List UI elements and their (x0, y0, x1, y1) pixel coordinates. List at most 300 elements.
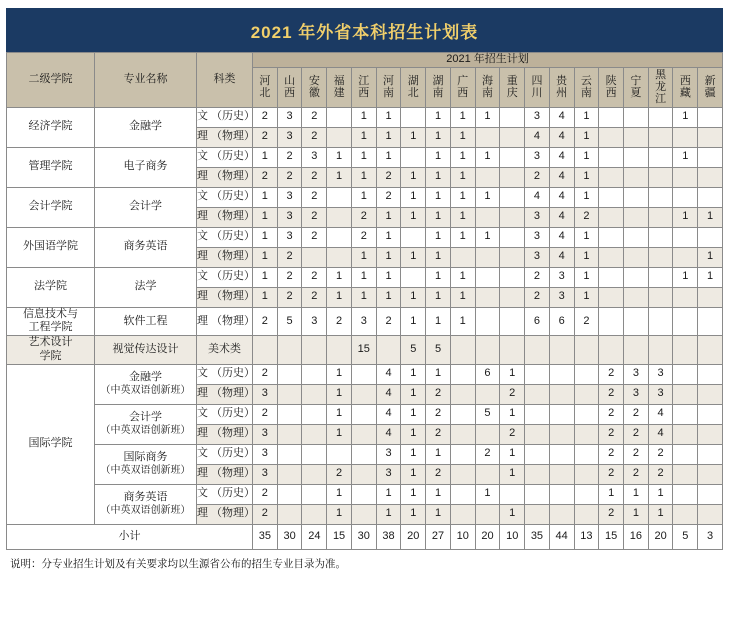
province-label: 河北 (259, 74, 271, 100)
cell-plan-14 (599, 227, 624, 247)
cell-major: 国际商务 （中英双语创新班） (95, 444, 197, 484)
cell-college: 会计学院 (7, 187, 95, 227)
cell-plan-16 (648, 227, 673, 247)
cell-plan-5: 2 (376, 187, 401, 207)
cell-major: 会计学 (95, 187, 197, 227)
table-row (7, 147, 723, 167)
cell-plan-12 (549, 484, 574, 504)
cell-plan-5: 1 (376, 484, 401, 504)
cell-plan-6 (401, 267, 426, 287)
cell-plan-2 (302, 247, 327, 267)
cell-plan-7: 1 (426, 287, 451, 307)
cell-plan-4: 1 (351, 167, 376, 187)
cell-plan-4 (351, 464, 376, 484)
cell-type: 理 （物理） (197, 207, 253, 227)
cell-plan-3: 1 (327, 504, 352, 524)
cell-plan-4 (351, 504, 376, 524)
cell-plan-13: 1 (574, 187, 599, 207)
cell-plan-2 (302, 484, 327, 504)
cell-plan-17: 1 (673, 207, 698, 227)
table-row (7, 227, 723, 247)
cell-major: 软件工程 (95, 307, 197, 336)
cell-plan-1 (277, 336, 302, 365)
cell-plan-18: 1 (698, 267, 723, 287)
cell-plan-5: 1 (376, 504, 401, 524)
cell-plan-15 (624, 307, 649, 336)
cell-plan-12 (549, 384, 574, 404)
cell-plan-3 (327, 207, 352, 227)
col-header-province-14 (599, 67, 624, 107)
cell-plan-16 (648, 267, 673, 287)
cell-plan-14 (599, 147, 624, 167)
cell-plan-18 (698, 127, 723, 147)
cell-plan-0: 3 (253, 424, 278, 444)
cell-plan-10 (500, 187, 525, 207)
cell-plan-5: 2 (376, 167, 401, 187)
cell-type: 文 （历史） (197, 107, 253, 127)
cell-plan-13 (574, 336, 599, 365)
summary-cell-0: 35 (253, 524, 278, 549)
cell-plan-2: 2 (302, 187, 327, 207)
cell-plan-14 (599, 336, 624, 365)
cell-plan-18 (698, 464, 723, 484)
cell-major: 金融学 (95, 107, 197, 147)
cell-plan-4: 1 (351, 247, 376, 267)
table-note: 说明：分专业招生计划及有关要求均以生源省公布的招生专业目录为准。 (10, 557, 346, 570)
cell-plan-16 (648, 147, 673, 167)
cell-plan-12: 3 (549, 287, 574, 307)
cell-plan-5: 2 (376, 307, 401, 336)
cell-plan-7: 2 (426, 424, 451, 444)
cell-plan-2 (302, 404, 327, 424)
cell-type: 理 （物理） (197, 384, 253, 404)
cell-plan-6: 5 (401, 336, 426, 365)
cell-plan-6: 1 (401, 247, 426, 267)
cell-plan-6: 1 (401, 444, 426, 464)
cell-plan-15: 3 (624, 364, 649, 384)
cell-plan-4 (351, 364, 376, 384)
cell-plan-8: 1 (450, 287, 475, 307)
cell-plan-0: 3 (253, 444, 278, 464)
cell-plan-6 (401, 107, 426, 127)
cell-plan-0: 2 (253, 364, 278, 384)
cell-plan-0: 2 (253, 167, 278, 187)
cell-type: 理 （物理） (197, 247, 253, 267)
cell-plan-12: 4 (549, 227, 574, 247)
cell-plan-2: 2 (302, 167, 327, 187)
cell-plan-18 (698, 444, 723, 464)
cell-plan-11 (525, 504, 550, 524)
cell-plan-16: 3 (648, 384, 673, 404)
cell-plan-10: 1 (500, 404, 525, 424)
cell-plan-10 (500, 267, 525, 287)
cell-plan-5: 1 (376, 267, 401, 287)
cell-plan-17 (673, 287, 698, 307)
cell-plan-8: 1 (450, 107, 475, 127)
cell-plan-1: 3 (277, 207, 302, 227)
cell-plan-7: 1 (426, 444, 451, 464)
summary-row (7, 524, 723, 549)
cell-plan-3 (327, 107, 352, 127)
cell-plan-1 (277, 364, 302, 384)
cell-plan-3: 1 (327, 384, 352, 404)
cell-plan-0: 3 (253, 384, 278, 404)
cell-plan-15 (624, 167, 649, 187)
cell-plan-8: 1 (450, 187, 475, 207)
cell-plan-12 (549, 504, 574, 524)
cell-plan-17 (673, 227, 698, 247)
cell-plan-3: 2 (327, 464, 352, 484)
cell-plan-13: 1 (574, 247, 599, 267)
cell-plan-18 (698, 484, 723, 504)
cell-plan-11 (525, 384, 550, 404)
cell-plan-4: 2 (351, 227, 376, 247)
col-header-province-5 (376, 67, 401, 107)
cell-plan-4: 2 (351, 207, 376, 227)
cell-college: 法学院 (7, 267, 95, 307)
cell-plan-9 (475, 424, 500, 444)
cell-plan-12: 4 (549, 127, 574, 147)
table-row (7, 484, 723, 504)
cell-plan-17: 1 (673, 147, 698, 167)
cell-plan-11: 3 (525, 247, 550, 267)
cell-plan-12 (549, 424, 574, 444)
summary-cell-4: 30 (351, 524, 376, 549)
cell-plan-9: 1 (475, 147, 500, 167)
cell-plan-12: 4 (549, 207, 574, 227)
table-foot (7, 524, 723, 549)
cell-plan-9: 6 (475, 364, 500, 384)
cell-plan-17 (673, 384, 698, 404)
cell-plan-5: 1 (376, 147, 401, 167)
cell-plan-9: 2 (475, 444, 500, 464)
cell-plan-15 (624, 336, 649, 365)
table-row (7, 404, 723, 424)
cell-plan-13: 1 (574, 127, 599, 147)
cell-plan-1: 5 (277, 307, 302, 336)
cell-plan-8: 1 (450, 227, 475, 247)
cell-plan-16: 2 (648, 444, 673, 464)
cell-plan-15 (624, 147, 649, 167)
cell-plan-15 (624, 227, 649, 247)
summary-cell-1: 30 (277, 524, 302, 549)
cell-plan-3: 1 (327, 147, 352, 167)
cell-plan-15 (624, 267, 649, 287)
cell-plan-4: 1 (351, 187, 376, 207)
cell-major: 法学 (95, 267, 197, 307)
cell-plan-10 (500, 287, 525, 307)
cell-plan-12: 4 (549, 147, 574, 167)
cell-plan-12 (549, 336, 574, 365)
cell-plan-3: 1 (327, 364, 352, 384)
cell-college: 管理学院 (7, 147, 95, 187)
cell-plan-5: 1 (376, 247, 401, 267)
cell-major: 会计学 （中英双语创新班） (95, 404, 197, 444)
cell-college: 外国语学院 (7, 227, 95, 267)
cell-plan-18 (698, 307, 723, 336)
cell-plan-11: 3 (525, 147, 550, 167)
cell-plan-13: 1 (574, 147, 599, 167)
table-row (7, 364, 723, 384)
cell-plan-10 (500, 247, 525, 267)
province-label: 河南 (383, 74, 395, 100)
cell-plan-14 (599, 187, 624, 207)
cell-plan-3 (327, 227, 352, 247)
cell-plan-9 (475, 307, 500, 336)
cell-plan-9 (475, 336, 500, 365)
cell-type: 文 （历史） (197, 187, 253, 207)
cell-plan-11 (525, 336, 550, 365)
cell-plan-2: 3 (302, 147, 327, 167)
summary-cell-11: 35 (525, 524, 550, 549)
cell-plan-2: 2 (302, 207, 327, 227)
cell-plan-11: 3 (525, 207, 550, 227)
cell-plan-8 (450, 336, 475, 365)
cell-plan-10: 1 (500, 444, 525, 464)
cell-plan-8: 1 (450, 147, 475, 167)
cell-plan-8 (450, 247, 475, 267)
cell-plan-10 (500, 484, 525, 504)
cell-type: 文 （历史） (197, 227, 253, 247)
cell-plan-9: 1 (475, 187, 500, 207)
cell-plan-15 (624, 187, 649, 207)
cell-plan-13: 1 (574, 267, 599, 287)
cell-college: 国际学院 (7, 364, 95, 524)
cell-plan-6: 1 (401, 384, 426, 404)
cell-plan-13: 1 (574, 287, 599, 307)
cell-plan-16: 3 (648, 364, 673, 384)
cell-plan-14: 2 (599, 384, 624, 404)
cell-plan-5: 4 (376, 384, 401, 404)
cell-plan-11 (525, 484, 550, 504)
cell-plan-6: 1 (401, 287, 426, 307)
cell-plan-13: 1 (574, 167, 599, 187)
cell-plan-0: 2 (253, 107, 278, 127)
cell-plan-1: 2 (277, 167, 302, 187)
cell-plan-10: 2 (500, 424, 525, 444)
cell-plan-11: 6 (525, 307, 550, 336)
cell-plan-13 (574, 444, 599, 464)
header-row-top (7, 53, 723, 68)
cell-plan-13: 2 (574, 207, 599, 227)
cell-plan-14: 2 (599, 504, 624, 524)
cell-plan-3 (327, 187, 352, 207)
cell-plan-17 (673, 464, 698, 484)
cell-plan-17: 1 (673, 267, 698, 287)
province-label: 宁夏 (630, 74, 642, 100)
cell-major: 视觉传达设计 (95, 336, 197, 365)
cell-college: 艺术设计 学院 (7, 336, 95, 365)
cell-plan-7: 1 (426, 247, 451, 267)
cell-plan-18 (698, 336, 723, 365)
summary-cell-17: 5 (673, 524, 698, 549)
table-row (7, 444, 723, 464)
cell-plan-8 (450, 364, 475, 384)
cell-plan-7: 1 (426, 187, 451, 207)
province-label: 安徽 (308, 74, 320, 100)
cell-plan-0 (253, 336, 278, 365)
cell-plan-1: 3 (277, 107, 302, 127)
cell-plan-13 (574, 364, 599, 384)
cell-plan-6: 1 (401, 187, 426, 207)
cell-plan-7: 1 (426, 167, 451, 187)
cell-type: 文 （历史） (197, 364, 253, 384)
cell-plan-14: 2 (599, 364, 624, 384)
cell-plan-4: 1 (351, 147, 376, 167)
cell-plan-1 (277, 404, 302, 424)
cell-plan-2: 2 (302, 287, 327, 307)
province-label: 西藏 (679, 74, 691, 100)
cell-plan-10 (500, 307, 525, 336)
province-label: 陕西 (605, 74, 617, 100)
cell-plan-10: 1 (500, 504, 525, 524)
cell-plan-2 (302, 364, 327, 384)
cell-plan-0: 1 (253, 147, 278, 167)
cell-plan-2 (302, 464, 327, 484)
cell-type: 理 （物理） (197, 464, 253, 484)
cell-plan-11: 2 (525, 287, 550, 307)
cell-plan-3 (327, 336, 352, 365)
cell-plan-12: 4 (549, 167, 574, 187)
cell-plan-17 (673, 307, 698, 336)
page-title: 2021 年外省本科招生计划表 (250, 22, 479, 42)
cell-plan-1 (277, 444, 302, 464)
cell-plan-11: 3 (525, 107, 550, 127)
cell-plan-11 (525, 424, 550, 444)
province-label: 湖北 (407, 74, 419, 100)
cell-plan-12 (549, 364, 574, 384)
province-label: 湖南 (432, 74, 444, 100)
cell-plan-16 (648, 207, 673, 227)
cell-plan-15: 2 (624, 404, 649, 424)
cell-plan-6: 1 (401, 484, 426, 504)
province-label: 海南 (481, 74, 493, 100)
cell-plan-16 (648, 107, 673, 127)
cell-plan-2: 2 (302, 107, 327, 127)
cell-plan-6: 1 (401, 504, 426, 524)
summary-cell-14: 15 (599, 524, 624, 549)
cell-plan-15: 2 (624, 424, 649, 444)
cell-college: 经济学院 (7, 107, 95, 147)
cell-plan-17 (673, 404, 698, 424)
cell-plan-6 (401, 147, 426, 167)
cell-type: 文 （历史） (197, 404, 253, 424)
summary-cell-15: 16 (624, 524, 649, 549)
province-label: 福建 (333, 74, 345, 100)
province-label: 云南 (580, 74, 592, 100)
cell-plan-3: 1 (327, 424, 352, 444)
cell-plan-16: 1 (648, 484, 673, 504)
cell-plan-0: 1 (253, 227, 278, 247)
cell-plan-18 (698, 227, 723, 247)
summary-label: 小计 (7, 524, 253, 549)
cell-plan-4 (351, 384, 376, 404)
cell-plan-17 (673, 127, 698, 147)
cell-plan-17 (673, 364, 698, 384)
cell-plan-13: 1 (574, 227, 599, 247)
cell-plan-8 (450, 484, 475, 504)
cell-plan-4: 1 (351, 267, 376, 287)
cell-plan-1: 3 (277, 127, 302, 147)
cell-plan-18 (698, 147, 723, 167)
province-label: 四川 (531, 74, 543, 100)
summary-cell-7: 27 (426, 524, 451, 549)
col-header-type: 科类 (197, 53, 253, 108)
cell-plan-14: 2 (599, 404, 624, 424)
cell-type: 理 （物理） (197, 127, 253, 147)
cell-plan-2: 2 (302, 127, 327, 147)
summary-cell-8: 10 (450, 524, 475, 549)
cell-plan-7: 1 (426, 364, 451, 384)
table-row (7, 187, 723, 207)
col-header-province-3 (327, 67, 352, 107)
cell-plan-15: 2 (624, 444, 649, 464)
cell-plan-18: 1 (698, 247, 723, 267)
cell-plan-16 (648, 307, 673, 336)
cell-plan-8: 1 (450, 127, 475, 147)
cell-plan-11: 4 (525, 187, 550, 207)
table-row (7, 336, 723, 365)
cell-plan-13: 1 (574, 107, 599, 127)
cell-plan-4 (351, 424, 376, 444)
col-header-province-15 (624, 67, 649, 107)
cell-plan-2: 2 (302, 227, 327, 247)
cell-type: 理 （物理） (197, 167, 253, 187)
cell-plan-9 (475, 287, 500, 307)
cell-plan-10 (500, 207, 525, 227)
cell-plan-10 (500, 227, 525, 247)
cell-plan-14: 2 (599, 424, 624, 444)
cell-plan-9: 1 (475, 227, 500, 247)
cell-plan-7: 1 (426, 147, 451, 167)
cell-plan-10: 2 (500, 384, 525, 404)
cell-plan-8 (450, 464, 475, 484)
cell-plan-5: 3 (376, 444, 401, 464)
cell-plan-15: 1 (624, 504, 649, 524)
cell-plan-16 (648, 167, 673, 187)
col-header-province-7 (426, 67, 451, 107)
cell-plan-1 (277, 504, 302, 524)
cell-plan-16 (648, 336, 673, 365)
cell-plan-3: 1 (327, 167, 352, 187)
cell-plan-18 (698, 187, 723, 207)
col-header-province-2 (302, 67, 327, 107)
cell-plan-13: 2 (574, 307, 599, 336)
cell-plan-6: 1 (401, 207, 426, 227)
col-header-province-17 (673, 67, 698, 107)
cell-plan-0: 3 (253, 464, 278, 484)
cell-type: 文 （历史） (197, 444, 253, 464)
cell-type: 理 （物理） (197, 287, 253, 307)
cell-plan-13 (574, 404, 599, 424)
cell-plan-9: 1 (475, 107, 500, 127)
cell-plan-0: 2 (253, 504, 278, 524)
summary-cell-18: 3 (698, 524, 723, 549)
col-header-province-10 (500, 67, 525, 107)
cell-plan-3 (327, 444, 352, 464)
province-label: 新疆 (704, 74, 716, 100)
cell-plan-11 (525, 444, 550, 464)
table-row (7, 307, 723, 336)
summary-cell-9: 20 (475, 524, 500, 549)
cell-type: 美术类 (197, 336, 253, 365)
cell-plan-0: 1 (253, 187, 278, 207)
cell-plan-0: 2 (253, 484, 278, 504)
cell-plan-4: 1 (351, 107, 376, 127)
cell-plan-10 (500, 127, 525, 147)
col-header-plan-group: 2021 年招生计划 (253, 53, 723, 68)
cell-type: 文 （历史） (197, 147, 253, 167)
